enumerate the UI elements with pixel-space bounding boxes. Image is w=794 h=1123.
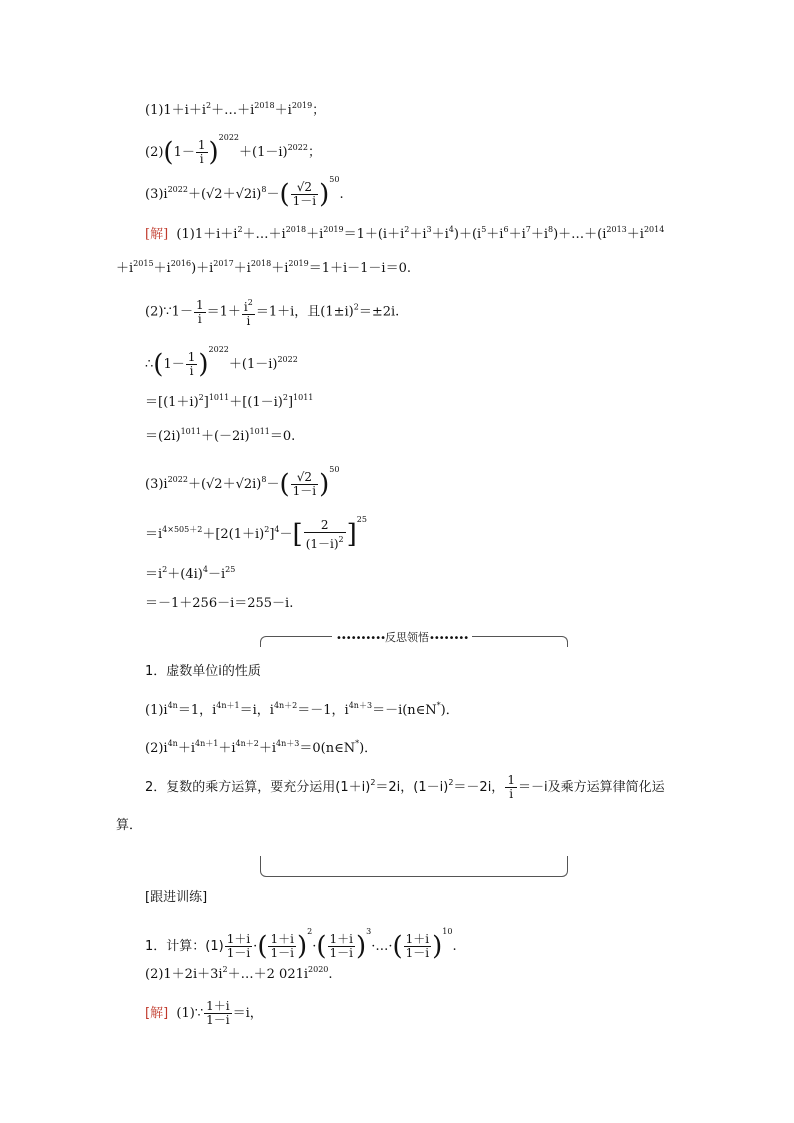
solution-part-2: (2)∵1－ $\frac{1}{i}$ ＝1＋ $\frac{i^2}{i}$ ＝1＋i，且$(1\pm i)^2=\pm 2i$. (145, 297, 400, 328)
practice-question-1: 1．计算：(1) $\frac{1+i}{1-i}$ ·( $\frac{1+i}{1-i}$ )$^2$·( $\frac{1+i}{1-i}$ )$^3$·…·( $\frac{1+i}{1-i}$ )$^{10}$. (145, 927, 457, 962)
reflection-title: ••••••••••反思领悟•••••••• (332, 629, 472, 645)
solution-part-3-step3: ＝－1＋256－i＝255－i. (145, 596, 294, 611)
problem-part-2: (2)(1－ $\frac{1}{i}$ )$^{2022}+(1-i)^{2022}$； (145, 133, 321, 168)
solution-part-3: $(3)i^{2022}+(√2+√2i)^8-$( $\frac{√2}{1-i}$ )$^{50}$ (145, 465, 340, 500)
reflection-item-1: 1．虚数单位i的性质 (145, 664, 261, 679)
solution-line-1: [解] $(1)1+i+i^2+\dots+i^{2018}+i^{2019}=1+(i+i^2+i^3+i^4)+(i^5+i^6+i^7+i^8)+\dots+(i^{2013}+i^{2014}$ (145, 225, 665, 242)
practice-question-2: $(2)1+2i+3i^2+\dots+2$ $021i^{2020}$. (145, 965, 333, 982)
reflection-box-bottom (260, 856, 568, 877)
answer-tag: [解] (145, 1006, 169, 1021)
reflection-item-1a: $(1)i^{4n}=1$，$i^{4n+1}=i$，$i^{4n+2}=-1$，$i^{4n+3}=-i(n\in N^*)$． (145, 701, 459, 718)
reflection-item-1b: $(2)i^{4n}+i^{4n+1}+i^{4n+2}+i^{4n+3}=0(n\in N^*)$． (145, 739, 378, 756)
reflection-item-2: 2．复数的乘方运算，要充分运用$(1+i)^2=2i$，$(1-i)^2=-2i$， $\frac{1}{i}$ ＝－i及乘方运算律简化运 (145, 773, 665, 801)
practice-heading: [跟进训练] (145, 890, 208, 905)
problem-part-3: $(3)i^{2022}+(√2+√2i)^8-$( $\frac{√2}{1-i}$ )$^{50}$. (145, 175, 344, 210)
reflection-item-2-end: 算． (116, 818, 143, 833)
solution-part-3-step1: $=i^{4\times 505+2}+[2(1+i)^2]^4-$[ $\frac{2}{(1-i)^2}$ ]$^{25}$ (145, 515, 367, 551)
solution-tag: [解] (145, 227, 169, 242)
solution-part-2-step1: $=[(1+i)^2]^{1011}+[(1-i)^2]^{1011}$ (145, 393, 314, 410)
solution-line-2: $+i^{2015}+i^{2016})+i^{2017}+i^{2018}+i^{2019}=1+i-1-i=0$. (116, 259, 411, 276)
solution-part-2-step2: $=(2i)^{1011}+(-2i)^{1011}=0$. (145, 427, 296, 444)
practice-answer: [解] (1)∵ $\frac{1+i}{1-i}$ ＝i， (145, 999, 263, 1027)
problem-part-1: $(1)1+i+i^2+\dots+i^{2018}+i^{2019}$； (145, 101, 326, 118)
solution-part-3-step2: $=i^2+(4i)^4-i^{25}$ (145, 565, 236, 582)
solution-part-2-therefore: ∴(1－ $\frac{1}{i}$ )$^{2022}+(1-i)^{2022}$ (145, 345, 298, 380)
